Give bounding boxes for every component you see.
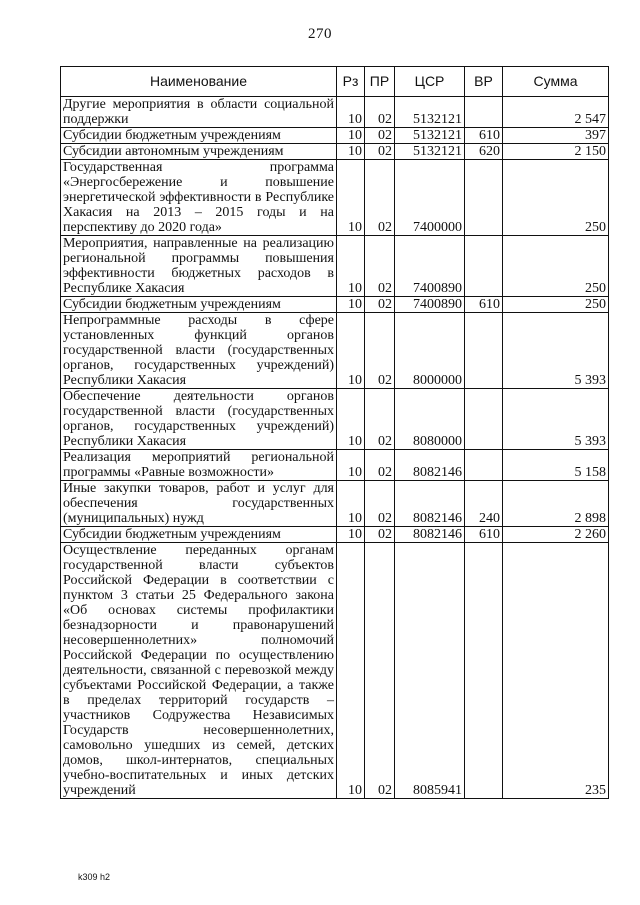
cell-vr bbox=[465, 236, 503, 297]
cell-rz: 10 bbox=[337, 97, 365, 128]
table-row bbox=[61, 543, 609, 799]
table-row bbox=[61, 144, 609, 160]
cell-rz: 10 bbox=[337, 481, 365, 527]
cell-sum: 5 158 bbox=[503, 450, 609, 481]
table-row bbox=[61, 527, 609, 543]
cell-pr: 02 bbox=[365, 543, 395, 799]
cell-rz: 10 bbox=[337, 160, 365, 236]
cell-csr: 5132121 bbox=[395, 144, 465, 160]
cell-sum: 250 bbox=[503, 160, 609, 236]
cell-vr bbox=[465, 543, 503, 799]
cell-name: Субсидии бюджетным учреждениям bbox=[61, 297, 337, 313]
cell-csr: 8080000 bbox=[395, 389, 465, 450]
cell-csr: 8082146 bbox=[395, 450, 465, 481]
cell-pr: 02 bbox=[365, 297, 395, 313]
cell-pr: 02 bbox=[365, 313, 395, 389]
table-row bbox=[61, 97, 609, 128]
cell-rz: 10 bbox=[337, 450, 365, 481]
column-header-csr: ЦСР bbox=[395, 67, 465, 97]
cell-pr: 02 bbox=[365, 481, 395, 527]
cell-rz: 10 bbox=[337, 389, 365, 450]
page-number: 270 bbox=[308, 26, 332, 42]
cell-name: Субсидии бюджетным учреждениям bbox=[61, 527, 337, 543]
cell-name: Иные закупки товаров, работ и услуг для обеспечения государственных (муниципальных) нужд bbox=[61, 481, 337, 527]
column-header-rz: Рз bbox=[337, 67, 365, 97]
cell-vr bbox=[465, 160, 503, 236]
column-header-name: Наименование bbox=[61, 67, 337, 97]
cell-sum: 250 bbox=[503, 297, 609, 313]
cell-sum: 250 bbox=[503, 236, 609, 297]
cell-pr: 02 bbox=[365, 527, 395, 543]
cell-csr: 8082146 bbox=[395, 527, 465, 543]
cell-pr: 02 bbox=[365, 144, 395, 160]
cell-name: Субсидии бюджетным учреждениям bbox=[61, 128, 337, 144]
cell-vr: 610 bbox=[465, 128, 503, 144]
cell-rz: 10 bbox=[337, 297, 365, 313]
table-row bbox=[61, 313, 609, 389]
cell-vr: 610 bbox=[465, 297, 503, 313]
cell-pr: 02 bbox=[365, 236, 395, 297]
cell-name: Другие мероприятия в области социальной поддержки bbox=[61, 97, 337, 128]
table-row bbox=[61, 236, 609, 297]
cell-csr: 5132121 bbox=[395, 128, 465, 144]
cell-rz: 10 bbox=[337, 527, 365, 543]
cell-csr: 8085941 bbox=[395, 543, 465, 799]
table-row bbox=[61, 160, 609, 236]
cell-pr: 02 bbox=[365, 450, 395, 481]
cell-rz: 10 bbox=[337, 128, 365, 144]
column-header-vr: ВР bbox=[465, 67, 503, 97]
cell-pr: 02 bbox=[365, 389, 395, 450]
table-row bbox=[61, 450, 609, 481]
cell-pr: 02 bbox=[365, 160, 395, 236]
cell-pr: 02 bbox=[365, 97, 395, 128]
footer-code: k309 h2 bbox=[78, 872, 111, 882]
cell-name: Мероприятия, направленные на реализацию региональной программы повышения эффективности бюджетных расходов в Республике Хакасия bbox=[61, 236, 337, 297]
cell-csr: 8000000 bbox=[395, 313, 465, 389]
cell-sum: 5 393 bbox=[503, 313, 609, 389]
cell-csr: 7400890 bbox=[395, 297, 465, 313]
table-row bbox=[61, 297, 609, 313]
cell-csr: 7400890 bbox=[395, 236, 465, 297]
cell-csr: 5132121 bbox=[395, 97, 465, 128]
cell-vr bbox=[465, 97, 503, 128]
column-header-pr: ПР bbox=[365, 67, 395, 97]
cell-sum: 2 898 bbox=[503, 481, 609, 527]
table-row bbox=[61, 389, 609, 450]
cell-sum: 2 260 bbox=[503, 527, 609, 543]
table-row bbox=[61, 128, 609, 144]
table-row bbox=[61, 481, 609, 527]
cell-rz: 10 bbox=[337, 236, 365, 297]
cell-rz: 10 bbox=[337, 144, 365, 160]
cell-sum: 397 bbox=[503, 128, 609, 144]
cell-vr: 240 bbox=[465, 481, 503, 527]
budget-table bbox=[60, 66, 609, 799]
cell-name: Субсидии автономным учреждениям bbox=[61, 144, 337, 160]
cell-vr bbox=[465, 313, 503, 389]
cell-name: Осуществление переданных органам государственной власти субъектов Российской Федерации в соответствии с пунктом 3 статьи 25 Федерального закона «Об основах системы профилактики безнадзорности и правонарушений несовершеннолетних» полномочий Российской Федерации по осуществлению деятельности, связанной с перевозкой между субъектами Российской Федерации, а также в пределах территорий государств – участников Содружества Независимых Государств несовершеннолетних, самовольно ушедших из семей, детских домов, школ-интернатов, специальных учебно-воспитательных и иных детских учреждений bbox=[61, 543, 337, 799]
column-header-sum: Сумма bbox=[503, 67, 609, 97]
cell-name: Обеспечение деятельности органов государственной власти (государственных органов, государственных учреждений) Республики Хакасия bbox=[61, 389, 337, 450]
table-header-row bbox=[61, 67, 609, 97]
cell-pr: 02 bbox=[365, 128, 395, 144]
cell-name: Реализация мероприятий региональной программы «Равные возможности» bbox=[61, 450, 337, 481]
cell-rz: 10 bbox=[337, 313, 365, 389]
cell-sum: 235 bbox=[503, 543, 609, 799]
cell-name: Непрограммные расходы в сфере установленных функций органов государственной власти (государственных органов, государственных учреждений) Республики Хакасия bbox=[61, 313, 337, 389]
cell-name: Государственная программа «Энергосбережение и повышение энергетической эффективности в Республике Хакасия на 2013 – 2015 годы и на перспективу до 2020 года» bbox=[61, 160, 337, 236]
cell-sum: 2 547 bbox=[503, 97, 609, 128]
cell-vr: 610 bbox=[465, 527, 503, 543]
cell-rz: 10 bbox=[337, 543, 365, 799]
cell-csr: 7400000 bbox=[395, 160, 465, 236]
cell-vr bbox=[465, 389, 503, 450]
cell-sum: 5 393 bbox=[503, 389, 609, 450]
cell-csr: 8082146 bbox=[395, 481, 465, 527]
cell-vr: 620 bbox=[465, 144, 503, 160]
cell-sum: 2 150 bbox=[503, 144, 609, 160]
cell-vr bbox=[465, 450, 503, 481]
